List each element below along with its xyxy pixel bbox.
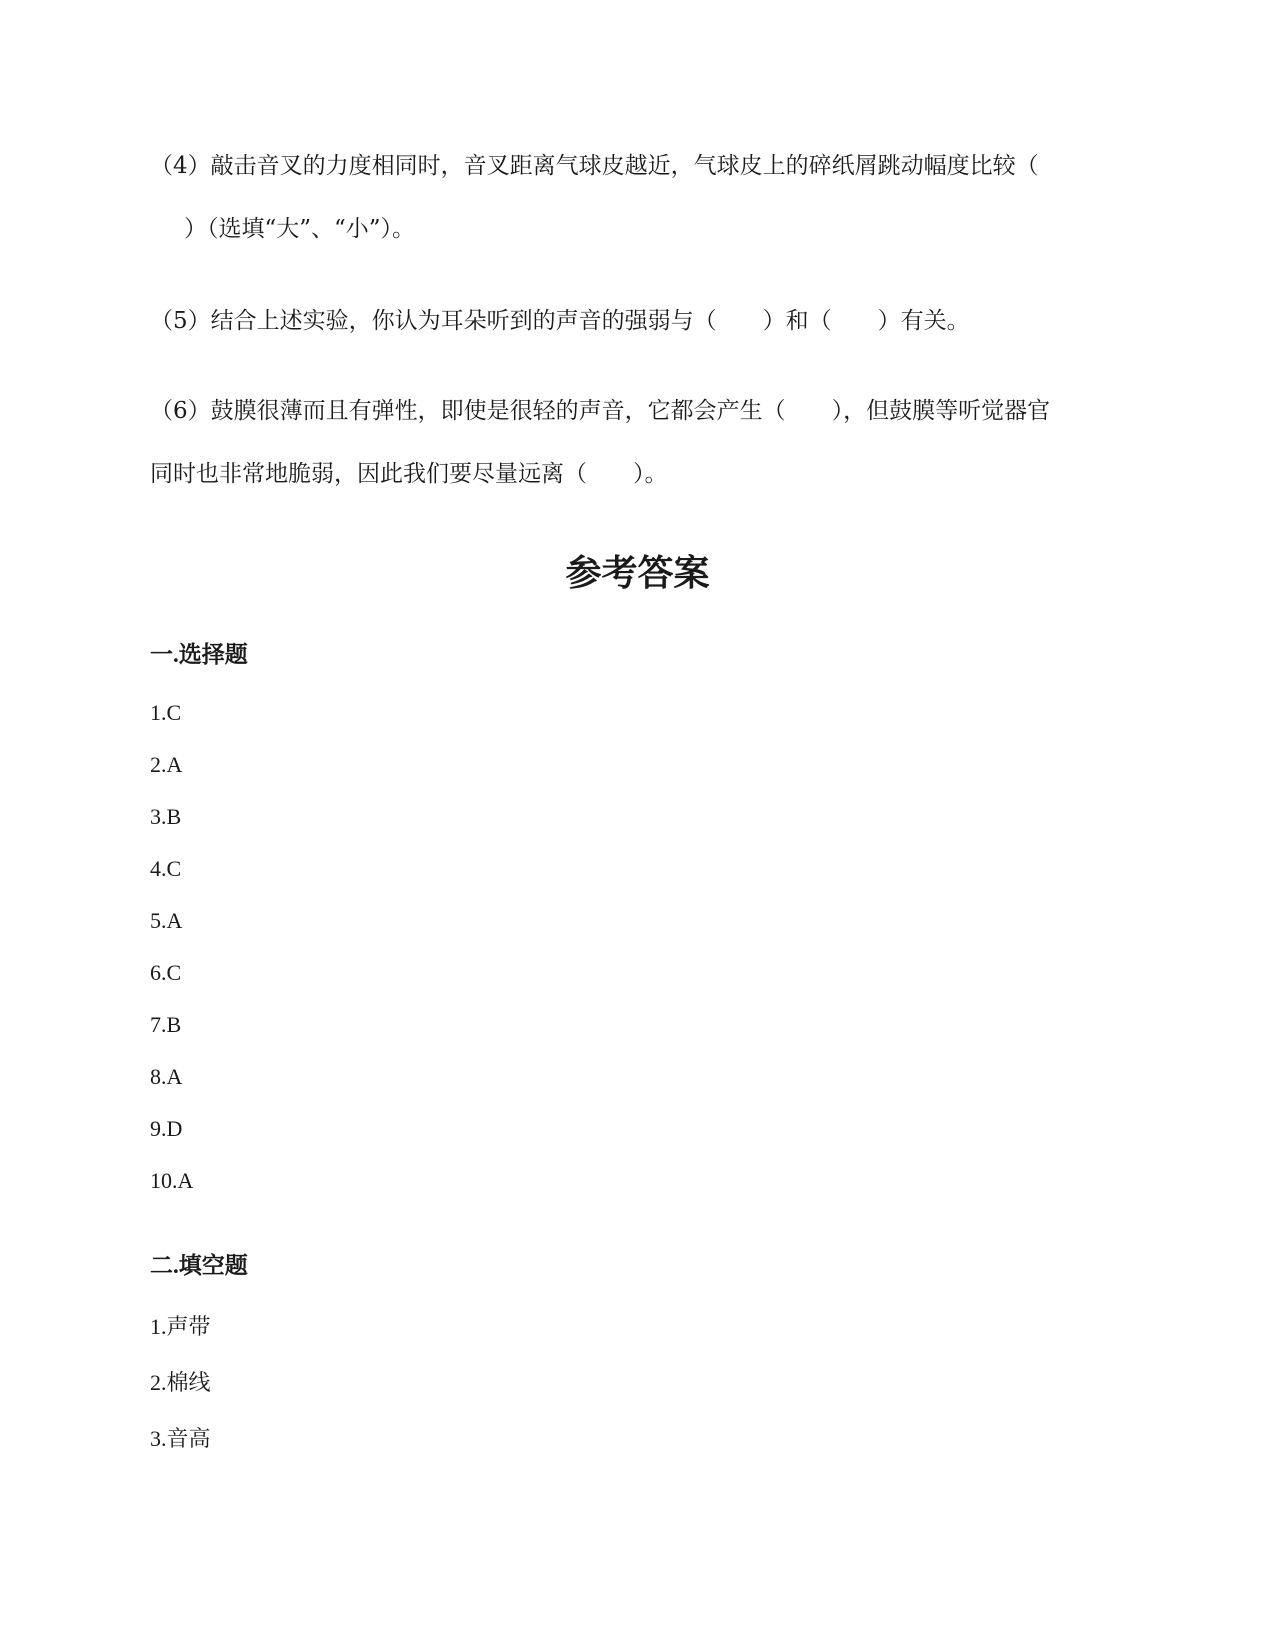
answer-item: 1.C [150,700,182,725]
answer-item: 5.A [150,908,183,933]
answer-item: 1.声带 [150,1314,211,1339]
question-4-line-1: （4）敲击音叉的力度相同时，音叉距离气球皮越近，气球皮上的碎纸屑跳动幅度比较（ [150,153,1039,179]
answer-item: 8.A [150,1064,183,1089]
section-heading-choice: 一.选择题 [150,642,248,667]
question-4-line-2 [150,198,415,260]
answer-item: 6.C [150,960,182,985]
answer-item: 10.A [150,1168,194,1193]
answer-item: 4.C [150,856,182,881]
question-6-line-2: 同时也非常地脆弱，因此我们要尽量远离（ ）。 [150,461,668,487]
question-6-line-1: （6）鼓膜很薄而且有弹性，即使是很轻的声音，它都会产生（ ），但鼓膜等听觉器官 [150,398,1051,424]
answer-item: 2.棉线 [150,1370,211,1395]
answers-title: 参考答案 [565,553,710,593]
answer-item: 9.D [150,1116,183,1141]
question-4-line-2-text: ）（选填“大”、“小”）。 [184,216,416,242]
answer-item: 7.B [150,1012,182,1037]
answer-item: 3.B [150,804,182,829]
question-5: （5）结合上述实验，你认为耳朵听到的声音的强弱与（ ）和（ ）有关。 [150,308,970,334]
answer-item: 2.A [150,752,183,777]
answer-item: 3.音高 [150,1426,211,1451]
section-heading-fill-blank: 二.填空题 [150,1253,248,1278]
